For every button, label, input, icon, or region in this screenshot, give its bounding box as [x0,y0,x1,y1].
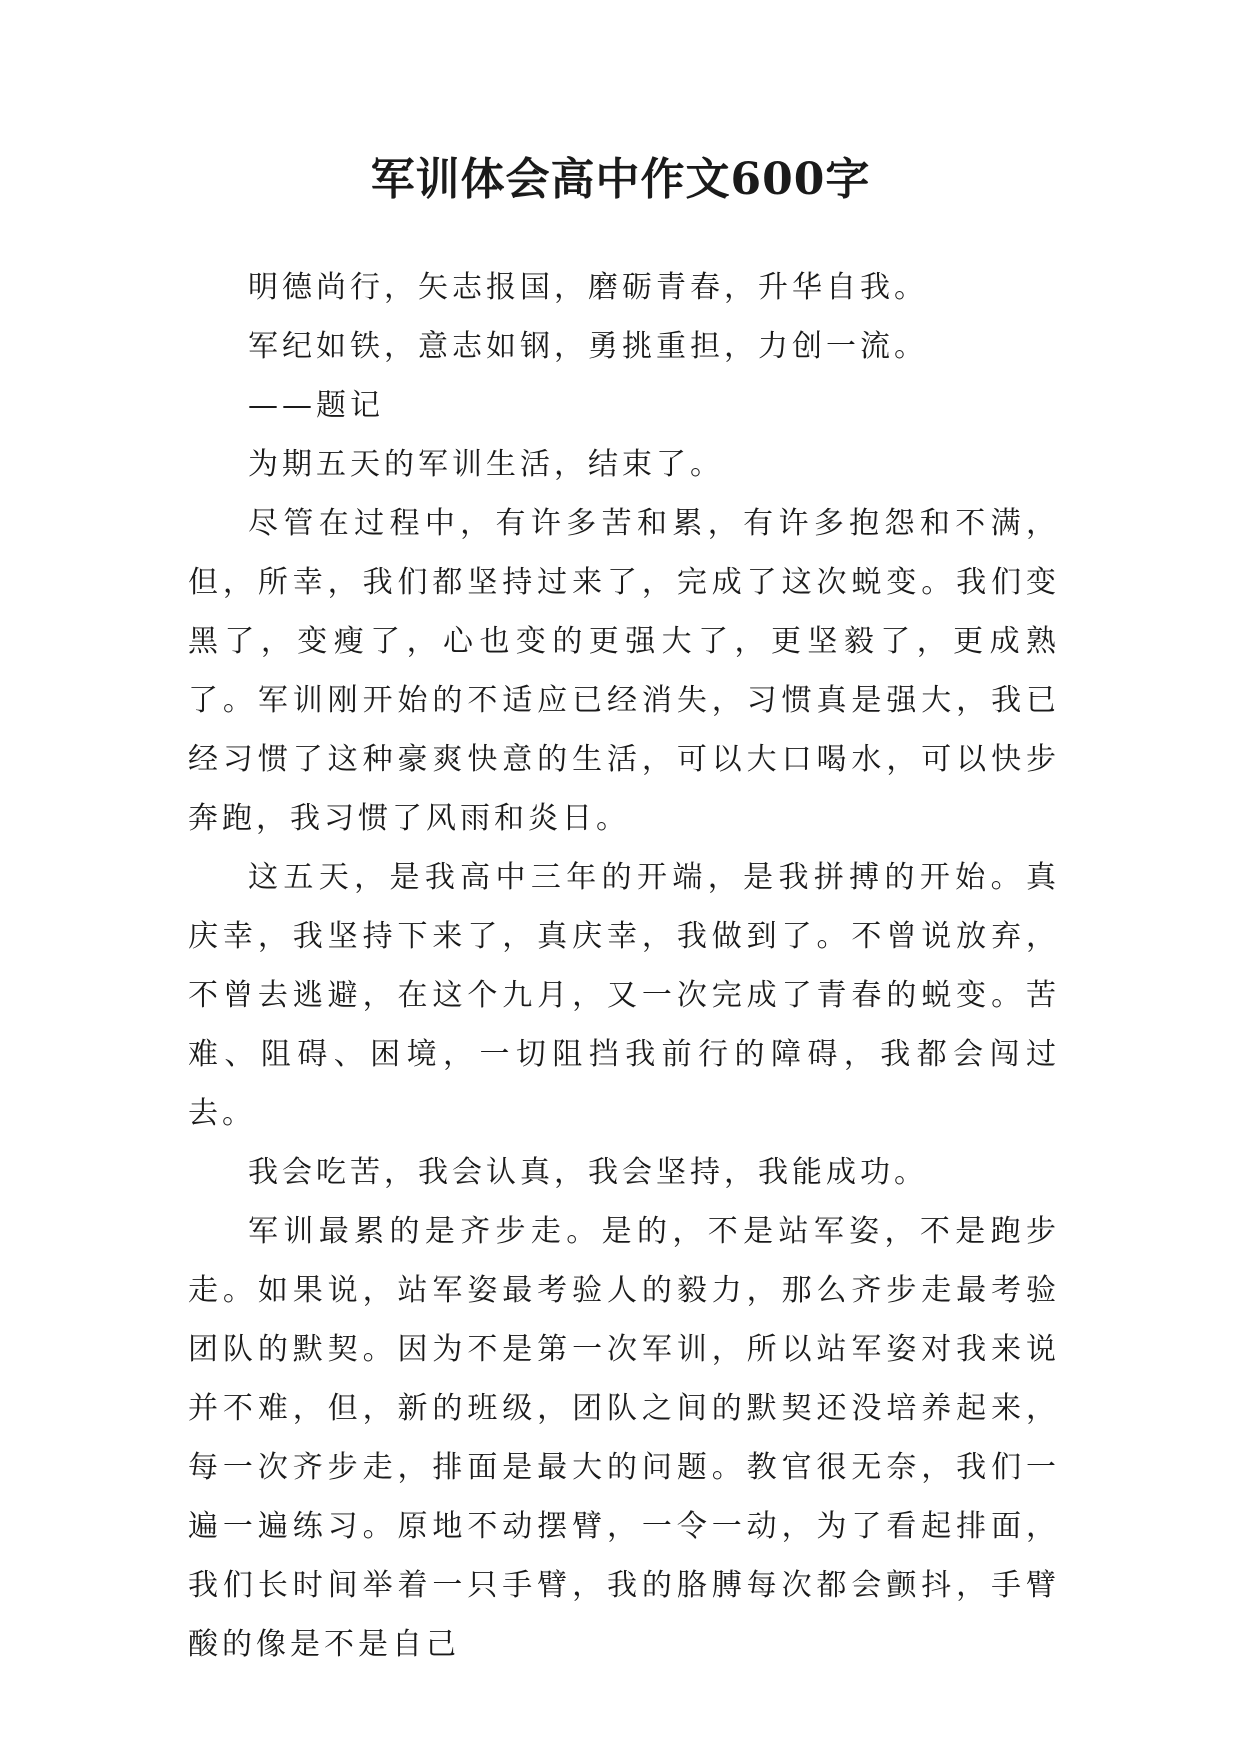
document-body [188,258,1060,1674]
document-title: 军训体会高中作文600字 [370,154,871,205]
paragraph: 我会吃苦，我会认真，我会坚持，我能成功。 [248,1155,928,1190]
paragraph: 为期五天的军训生活，结束了。 [248,447,724,482]
paragraph-epigraph-2: 军纪如铁，意志如钢，勇挑重担，力创一流。 [248,329,928,364]
paragraph: 军训最累的是齐步走。是的，不是站军姿，不是跑步走。如果说，站军姿最考验人的毅力，那么齐步走最考验团队的默契。因为不是第一次军训，所以站军姿对我来说并不难，但，新的班级，团队之间的默契还没培养起来，每一次齐步走，排面是最大的问题。教官很无奈，我们一遍一遍练习。原地不动摆臂，一令一动，为了看起排面，我们长时间举着一只手臂，我的胳膊每次都会颤抖，手臂酸的像是不是自己 [188,1214,1060,1662]
paragraph-epigraph-attribution: ——题记 [248,388,384,423]
paragraph: 这五天，是我高中三年的开端，是我拼搏的开始。真庆幸，我坚持下来了，真庆幸，我做到了。不曾说放弃，不曾去逃避，在这个九月，又一次完成了青春的蜕变。苦难、阻碍、困境，一切阻挡我前行的障碍，我都会闯过去。 [188,860,1060,1131]
paragraph-epigraph-1: 明德尚行，矢志报国，磨砺青春，升华自我。 [248,270,928,305]
paragraph: 尽管在过程中，有许多苦和累，有许多抱怨和不满，但，所幸，我们都坚持过来了，完成了这次蜕变。我们变黑了，变瘦了，心也变的更强大了，更坚毅了，更成熟了。军训刚开始的不适应已经消失，习惯真是强大，我已经习惯了这种豪爽快意的生活，可以大口喝水，可以快步奔跑，我习惯了风雨和炎日。 [188,506,1060,836]
